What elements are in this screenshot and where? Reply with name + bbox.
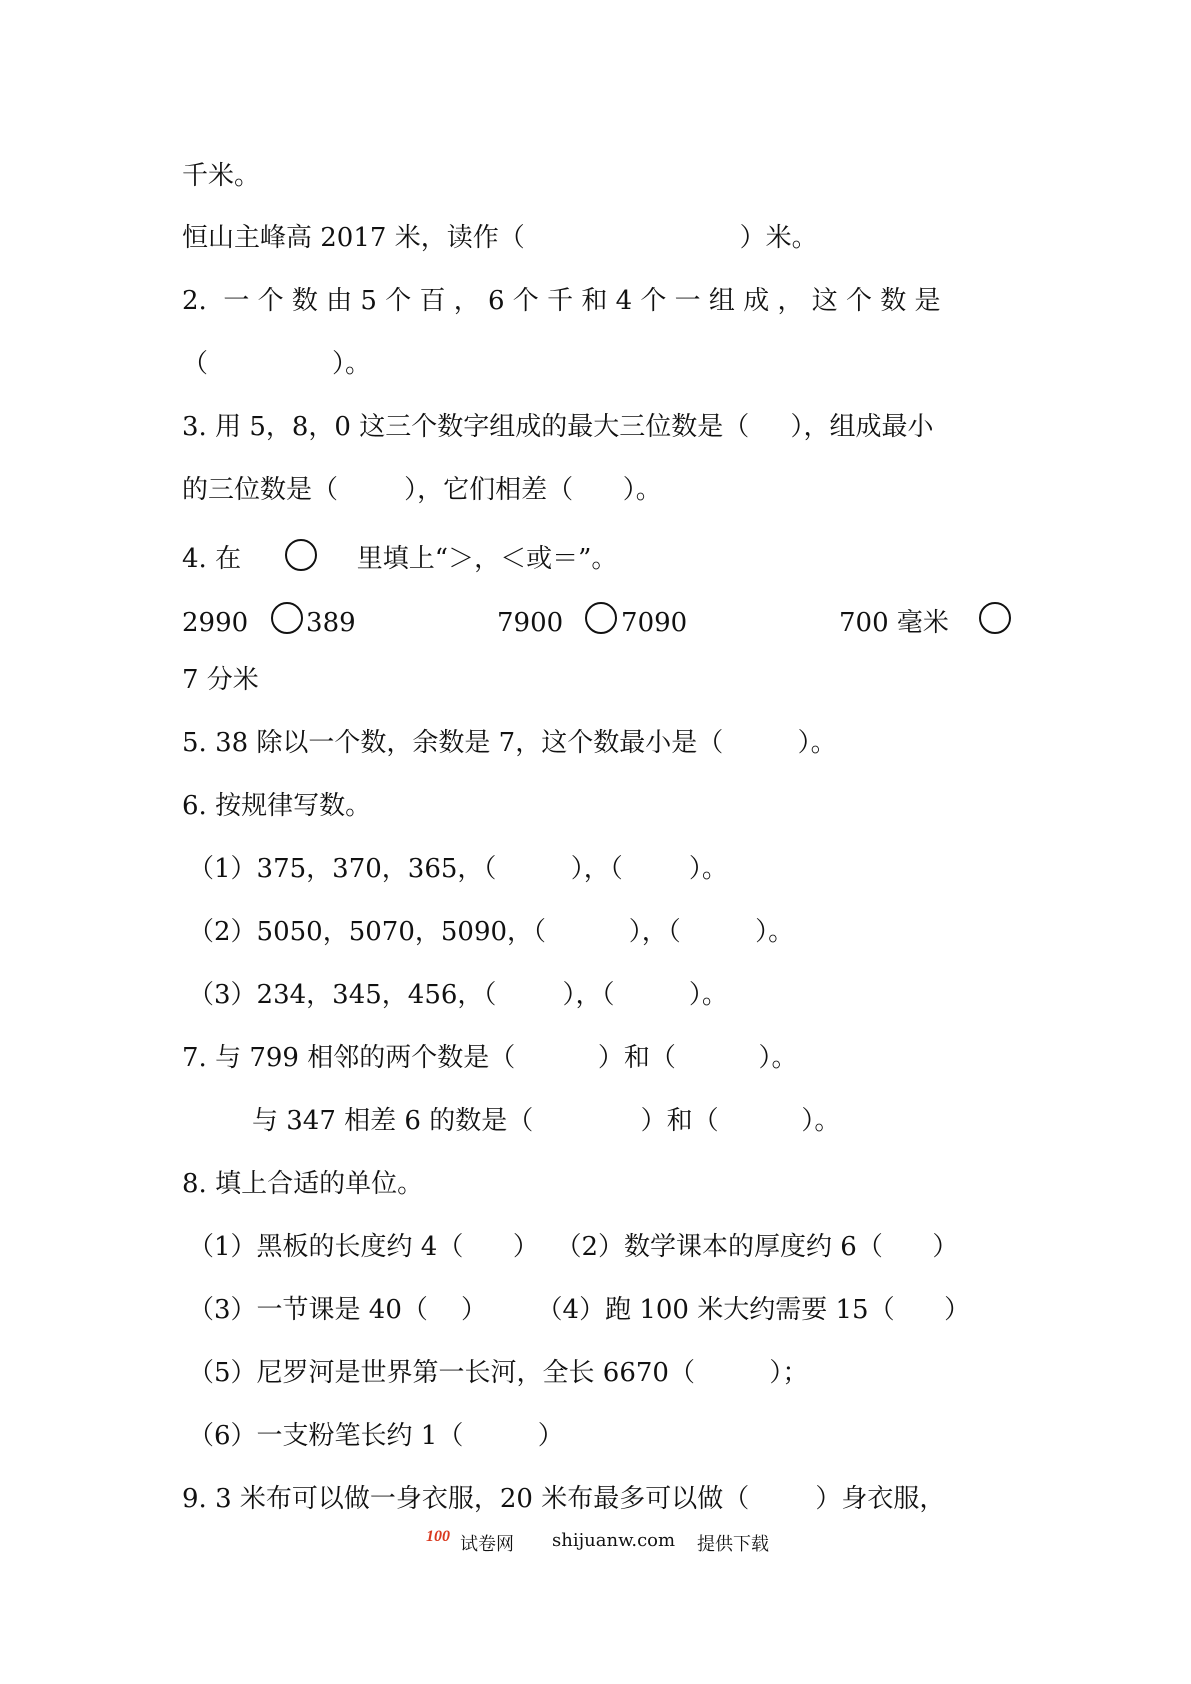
site-logo: 100 — [426, 1528, 450, 1545]
question-3: 3. 用 5，8，0 这三个数字组成的最大三位数是（ ），组成最小 — [182, 412, 934, 442]
circle-blank — [979, 602, 1011, 634]
text-line: 7 分米 — [182, 665, 259, 695]
unit-item: （3）一节课是 40（ ） （4）跑 100 米大约需要 15（ ） — [188, 1295, 971, 1325]
text-line: （ ）。 — [182, 349, 371, 379]
text-line: 的三位数是（ ），它们相差（ ）。 — [182, 475, 662, 505]
footer-url[interactable]: shijuanw.com — [552, 1530, 676, 1551]
question-2: 2. 一 个 数 由 5 个 百 ， 6 个 千 和 4 个 一 组 成 ， 这 个 数 是 — [182, 286, 941, 316]
compare-item: 7900 7090 — [497, 608, 688, 638]
text-line: 与 347 相差 6 的数是（ ）和（ ）。 — [252, 1106, 841, 1136]
footer-site-name: 试卷网 — [460, 1534, 514, 1555]
circle-blank — [271, 602, 303, 634]
question-5: 5. 38 除以一个数，余数是 7，这个数最小是（ ）。 — [182, 728, 837, 758]
unit-item: （6）一支粉笔长约 1（ ） — [188, 1421, 564, 1451]
compare-item: 700 毫米 — [839, 608, 949, 638]
question-8: 8. 填上合适的单位。 — [182, 1169, 424, 1199]
sequence-item: （2）5050，5070，5090，（ ），（ ）。 — [188, 917, 795, 947]
circle-blank — [585, 602, 617, 634]
question-4: 4. 在 里填上“＞，＜或＝”。 — [182, 544, 618, 574]
text-line: 千米。 — [182, 161, 261, 191]
sequence-item: （3）234，345，456，（ ），（ ）。 — [188, 980, 728, 1010]
sequence-item: （1）375，370，365，（ ），（ ）。 — [188, 854, 728, 884]
unit-item: （5）尼罗河是世界第一长河，全长 6670（ ）； — [188, 1358, 809, 1388]
text-line: 恒山主峰高 2017 米，读作（ ）米。 — [182, 223, 818, 253]
unit-item: （1）黑板的长度约 4（ ） （2）数学课本的厚度约 6（ ） — [188, 1232, 959, 1262]
question-6: 6. 按规律写数。 — [182, 791, 372, 821]
question-7: 7. 与 799 相邻的两个数是（ ）和（ ）。 — [182, 1043, 798, 1073]
circle-blank — [285, 539, 317, 571]
question-9: 9. 3 米布可以做一身衣服，20 米布最多可以做（ ）身衣服， — [182, 1484, 946, 1514]
compare-item: 2990 389 — [182, 608, 356, 638]
footer-note: 提供下载 — [697, 1534, 769, 1555]
